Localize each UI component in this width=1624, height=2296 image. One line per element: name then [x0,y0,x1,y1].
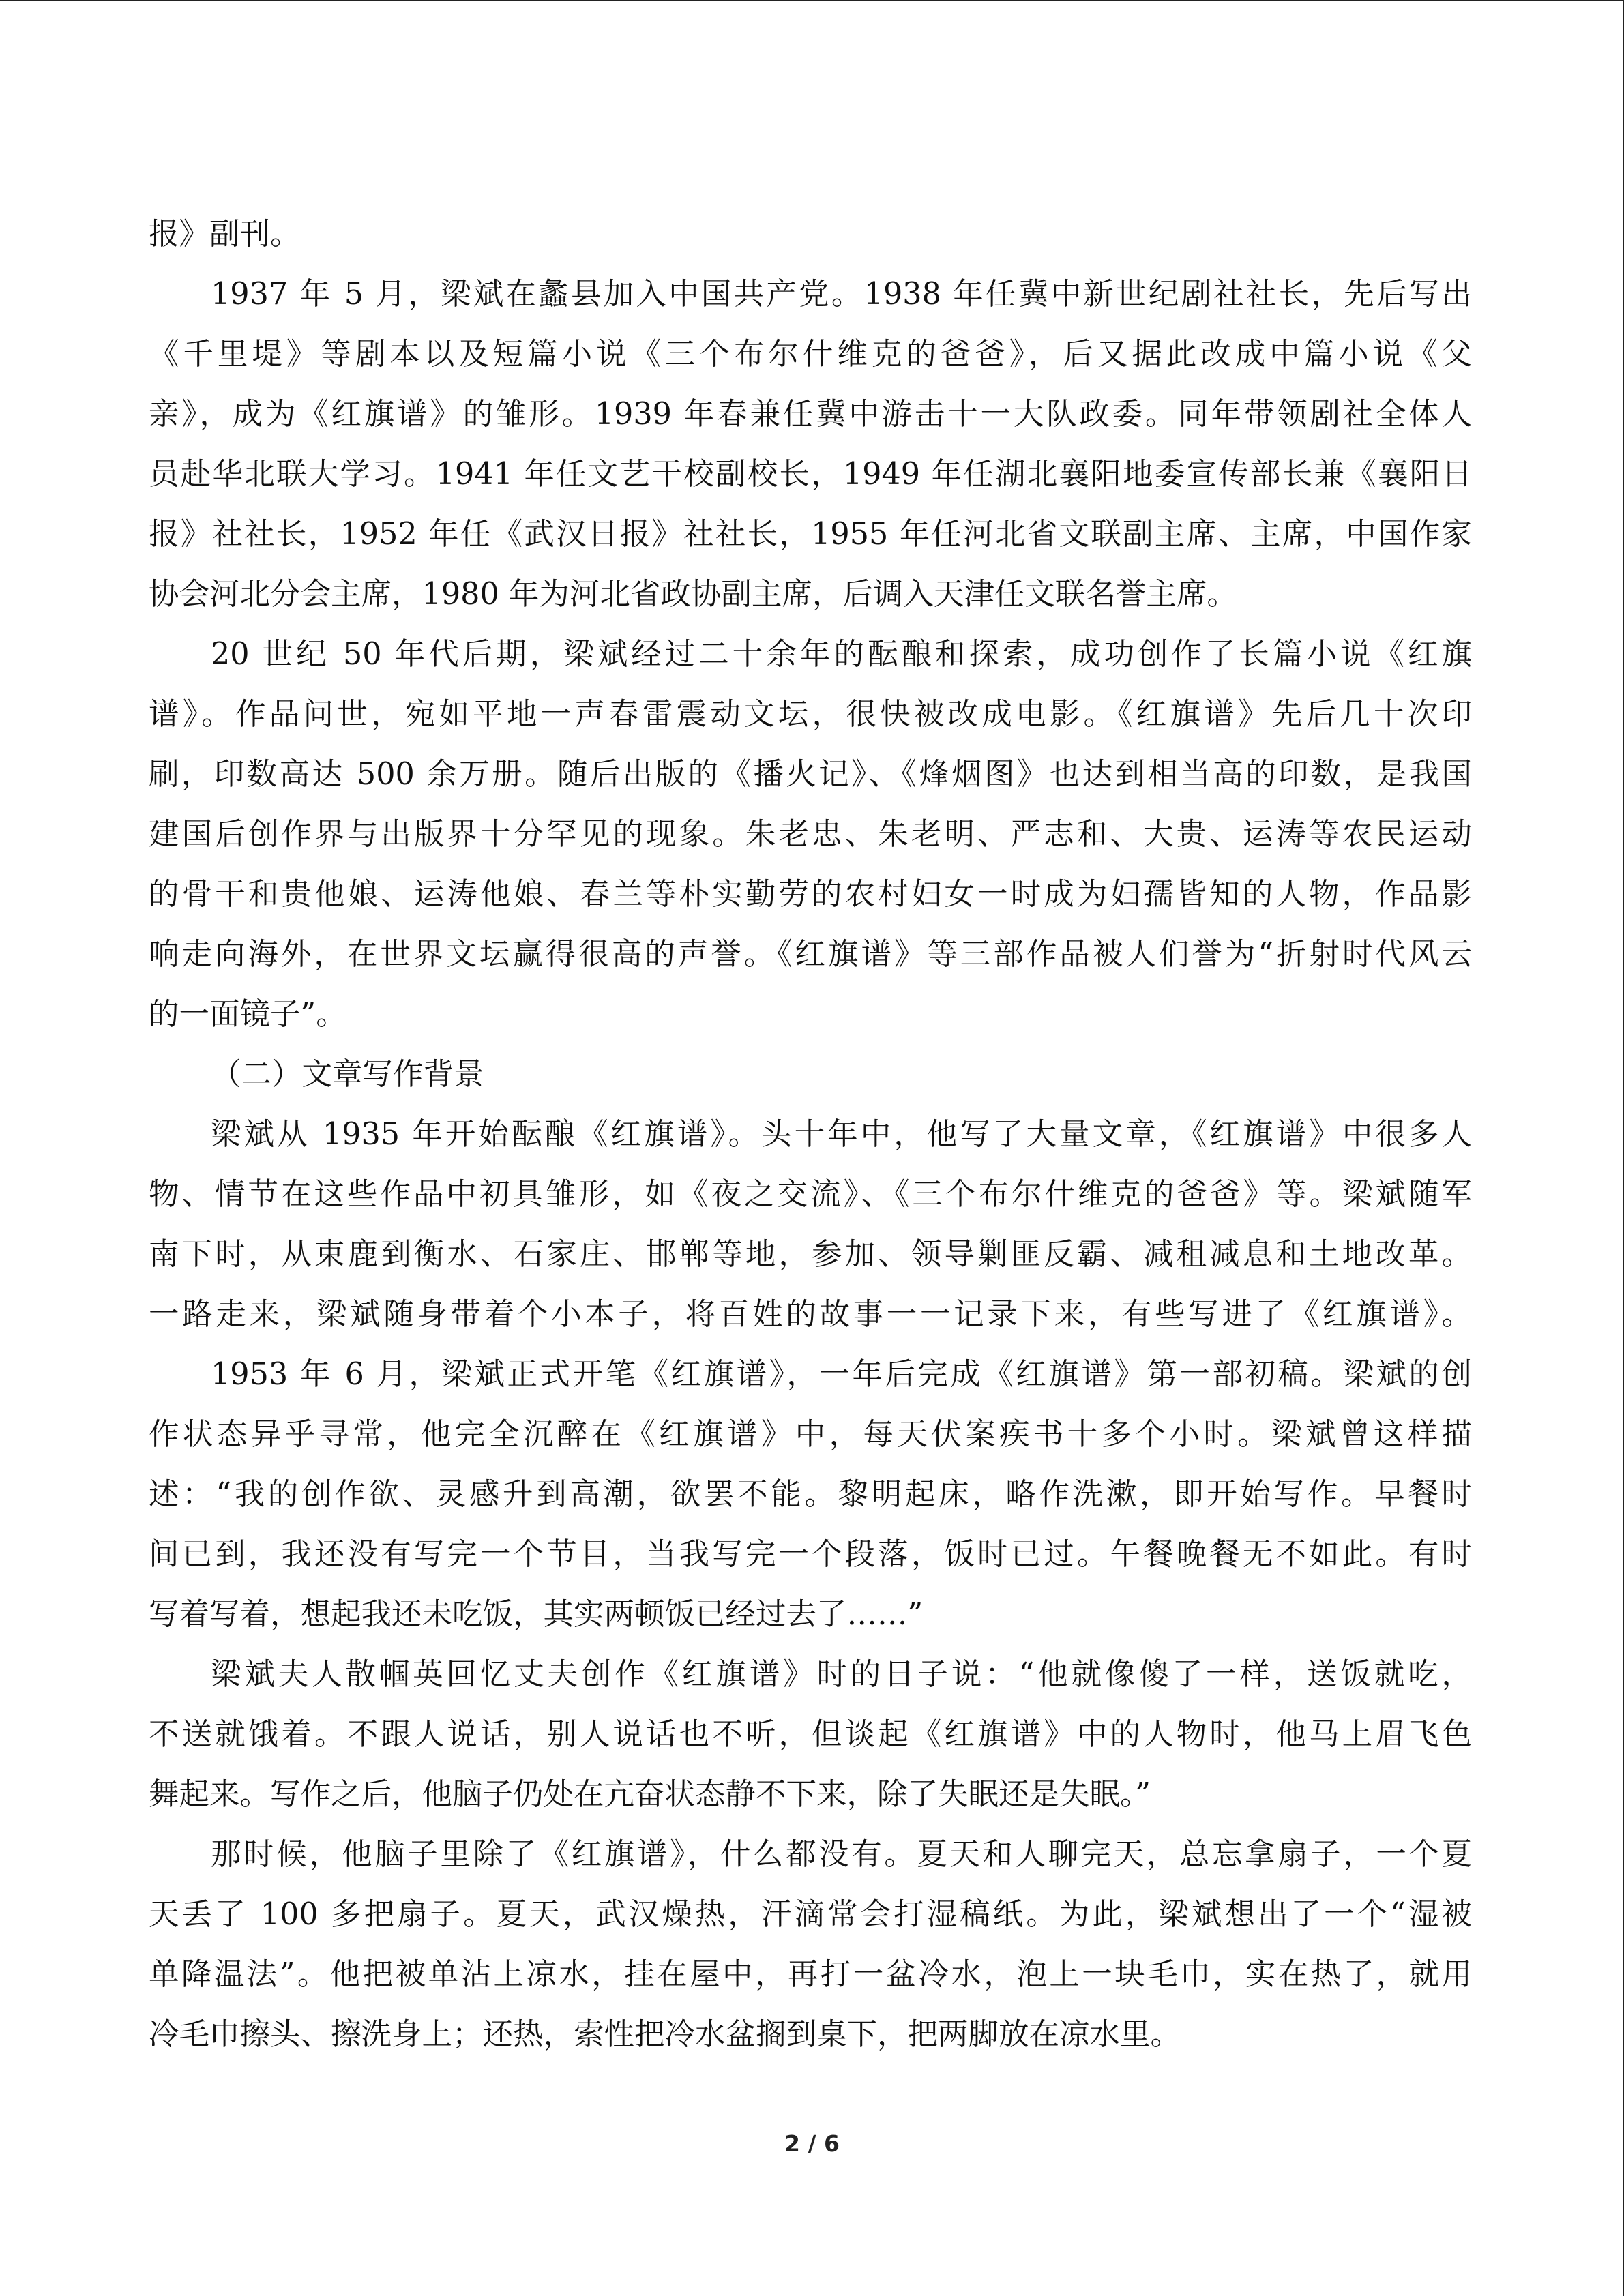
document-body [149,205,1472,2065]
text-line: 的骨干和贵他娘、运涛他娘、春兰等朴实勤劳的农村妇女一时成为妇孺皆知的人物，作品影 [149,877,1472,912]
text-line: 梁斌从 1935 年开始酝酿《红旗谱》。头十年中，他写了大量文章，《红旗谱》中很多人 [211,1117,1472,1152]
text-line: 写着写着，想起我还未吃饭，其实两顿饭已经过去了……” [149,1597,924,1632]
text-line: 梁斌夫人散帼英回忆丈夫创作《红旗谱》时的日子说：“他就像傻了一样，送饭就吃， [211,1657,1472,1692]
text-line: 那时候，他脑子里除了《红旗谱》，什么都没有。夏天和人聊完天，总忘拿扇子，一个夏 [211,1837,1472,1872]
text-line: 不送就饿着。不跟人说话，别人说话也不听，但谈起《红旗谱》中的人物时，他马上眉飞色 [149,1717,1472,1752]
text-line: 建国后创作界与出版界十分罕见的现象。朱老忠、朱老明、严志和、大贵、运涛等农民运动 [149,817,1472,852]
text-line: 20 世纪 50 年代后期，梁斌经过二十余年的酝酿和探索，成功创作了长篇小说《红旗 [211,637,1472,672]
section-heading: （二）文章写作背景 [211,1057,484,1092]
text-line: 员赴华北联大学习。1941 年任文艺干校副校长，1949 年任湖北襄阳地委宣传部长兼《襄阳日 [149,457,1472,492]
text-line: 的一面镜子”。 [149,997,346,1032]
text-line: 1937 年 5 月，梁斌在蠡县加入中国共产党。1938 年任冀中新世纪剧社社长，先后写出 [211,277,1472,312]
text-line: 天丢了 100 多把扇子。夏天，武汉燥热，汗滴常会打湿稿纸。为此，梁斌想出了一个“湿被 [149,1897,1472,1932]
text-line: 响走向海外，在世界文坛赢得很高的声誉。《红旗谱》等三部作品被人们誉为“折射时代风云 [149,937,1472,972]
text-line: 刷，印数高达 500 余万册。随后出版的《播火记》、《烽烟图》也达到相当高的印数，是我国 [149,757,1472,792]
text-line: 谱》。作品问世，宛如平地一声春雷震动文坛，很快被改成电影。《红旗谱》先后几十次印 [149,697,1472,732]
text-line: 舞起来。写作之后，他脑子仍处在亢奋状态静不下来，除了失眠还是失眠。” [149,1777,1151,1812]
text-line: 南下时，从束鹿到衡水、石家庄、邯郸等地，参加、领导剿匪反霸、减租减息和土地改革。 [149,1237,1472,1272]
text-line: 报》社社长，1952 年任《武汉日报》社社长，1955 年任河北省文联副主席、主席，中国作家 [149,517,1472,552]
text-line: 报》副刊。 [149,217,301,252]
text-line: 作状态异乎寻常，他完全沉醉在《红旗谱》中，每天伏案疾书十多个小时。梁斌曾这样描 [149,1417,1472,1452]
text-line: 单降温法”。他把被单沾上凉水，挂在屋中，再打一盆冷水，泡上一块毛巾，实在热了，就用 [149,1957,1472,1992]
text-line: 一路走来，梁斌随身带着个小本子，将百姓的故事一一记录下来，有些写进了《红旗谱》。 [149,1297,1472,1332]
text-line: 间已到，我还没有写完一个节目，当我写完一个段落，饭时已过。午餐晚餐无不如此。有时 [149,1537,1472,1572]
text-line: 协会河北分会主席，1980 年为河北省政协副主席，后调入天津任文联名誉主席。 [149,577,1237,612]
page-number: 2 / 6 [784,2130,840,2157]
text-line: 亲》，成为《红旗谱》的雏形。1939 年春兼任冀中游击十一大队政委。同年带领剧社全体人 [149,397,1472,432]
text-line: 《千里堤》等剧本以及短篇小说《三个布尔什维克的爸爸》，后又据此改成中篇小说《父 [149,337,1472,372]
text-line: 述：“我的创作欲、灵感升到高潮，欲罢不能。黎明起床，略作洗漱，即开始写作。早餐时 [149,1477,1472,1512]
text-line: 物、情节在这些作品中初具雏形，如《夜之交流》、《三个布尔什维克的爸爸》等。梁斌随军 [149,1177,1472,1212]
text-line: 冷毛巾擦头、擦洗身上；还热，索性把冷水盆搁到桌下，把两脚放在凉水里。 [149,2017,1181,2052]
text-line: 1953 年 6 月，梁斌正式开笔《红旗谱》，一年后完成《红旗谱》第一部初稿。梁斌的创 [211,1357,1472,1392]
